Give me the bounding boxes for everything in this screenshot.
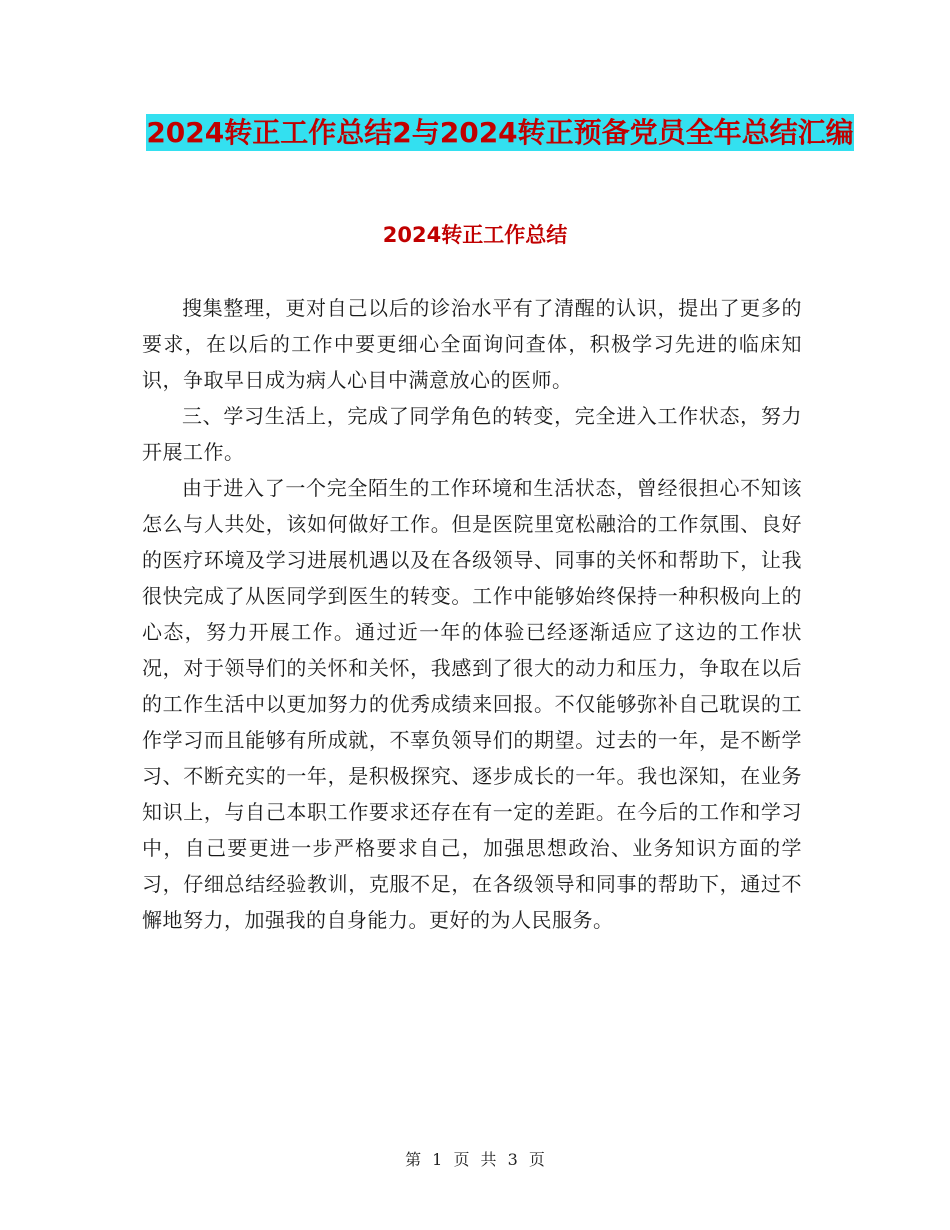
paragraph-2: 三、学习生活上，完成了同学角色的转变，完全进入工作状态，努力开展工作。 [142,404,802,464]
document-body [142,290,802,938]
document-title-text: 2024转正工作总结2与2024转正预备党员全年总结汇编 [146,116,854,149]
section-title: 2024转正工作总结 [382,223,568,247]
paragraph-3: 由于进入了一个完全陌生的工作环境和生活状态，曾经很担心不知该怎么与人共处，该如何做好工作。但是医院里宽松融洽的工作氛围、良好的医疗环境及学习进展机遇以及在各级领导、同事的关怀和帮助下，让我很快完成了从医同学到医生的转变。工作中能够始终保持一种积极向上的心态，努力开展工作。通过近一年的体验已经逐渐适应了这边的工作状况，对于领导们的关怀和关怀，我感到了很大的动力和压力，争取在以后的工作生活中以更加努力的优秀成绩来回报。不仅能够弥补自己耽误的工作学习而且能够有所成就，不辜负领导们的期望。过去的一年，是不断学习、不断充实的一年，是积极探究、逐步成长的一年。我也深知，在业务知识上，与自己本职工作要求还存在有一定的差距。在今后的工作和学习中，自己要更进一步严格要求自己，加强思想政治、业务知识方面的学习，仔细总结经验教训，克服不足，在各级领导和同事的帮助下，通过不懈地努力，加强我的自身能力。更好的为人民服务。 [142,476,802,932]
page-footer: 第 1 页 共 3 页 [405,1150,545,1169]
paragraph-1: 搜集整理，更对自己以后的诊治水平有了清醒的认识，提出了更多的要求，在以后的工作中要更细心全面询问查体，积极学习先进的临床知识，争取早日成为病人心目中满意放心的医师。 [142,296,802,392]
document-title [140,110,860,156]
